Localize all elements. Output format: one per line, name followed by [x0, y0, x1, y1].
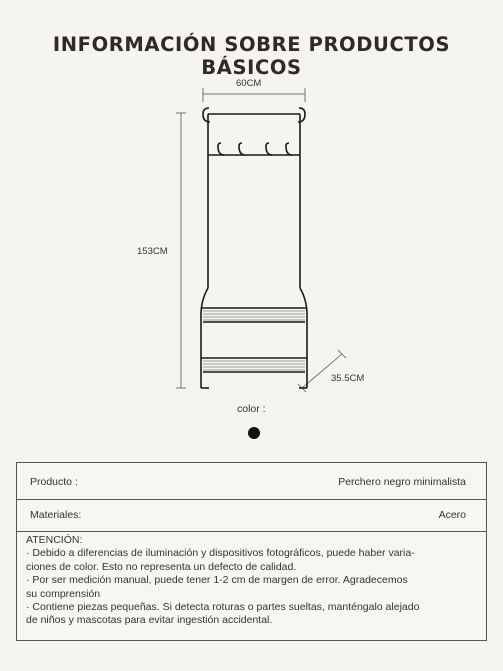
- width-label: 60CM: [236, 78, 262, 89]
- color-swatch-black: [248, 427, 260, 439]
- shelf-slats: [203, 311, 305, 370]
- note-line: de niños y mascotas para evitar ingestión accidental.: [26, 614, 273, 627]
- notes-heading: ATENCIÓN:: [26, 534, 83, 546]
- divider: [17, 531, 486, 532]
- product-label: Producto :: [30, 476, 78, 488]
- page-title: INFORMACIÓN SOBRE PRODUCTOS BÁSICOS: [52, 33, 451, 79]
- note-line: · Debido a diferencias de iluminación y dispositivos fotográficos, puede haber varia-: [26, 547, 415, 560]
- note-line: · Por ser medición manual, puede tener 1-2 cm de margen de error. Agradecemos: [26, 574, 408, 587]
- materials-value: Acero: [438, 509, 466, 521]
- materials-label: Materiales:: [30, 509, 82, 521]
- product-value: Perchero negro minimalista: [338, 476, 466, 488]
- coat-rack-frame: [201, 108, 307, 388]
- color-label: color :: [237, 403, 266, 415]
- divider: [17, 499, 486, 500]
- note-line: · Contiene piezas pequeñas. Si detecta roturas o partes sueltas, manténgalo alejado: [26, 601, 420, 614]
- depth-label: 35.5CM: [331, 373, 365, 384]
- notes-section: [26, 534, 478, 628]
- note-line: ciones de color. Esto no representa un defecto de calidad.: [26, 560, 297, 573]
- product-info-table: [16, 462, 487, 641]
- height-label: 153CM: [137, 246, 168, 257]
- note-line: su comprensión: [26, 587, 101, 600]
